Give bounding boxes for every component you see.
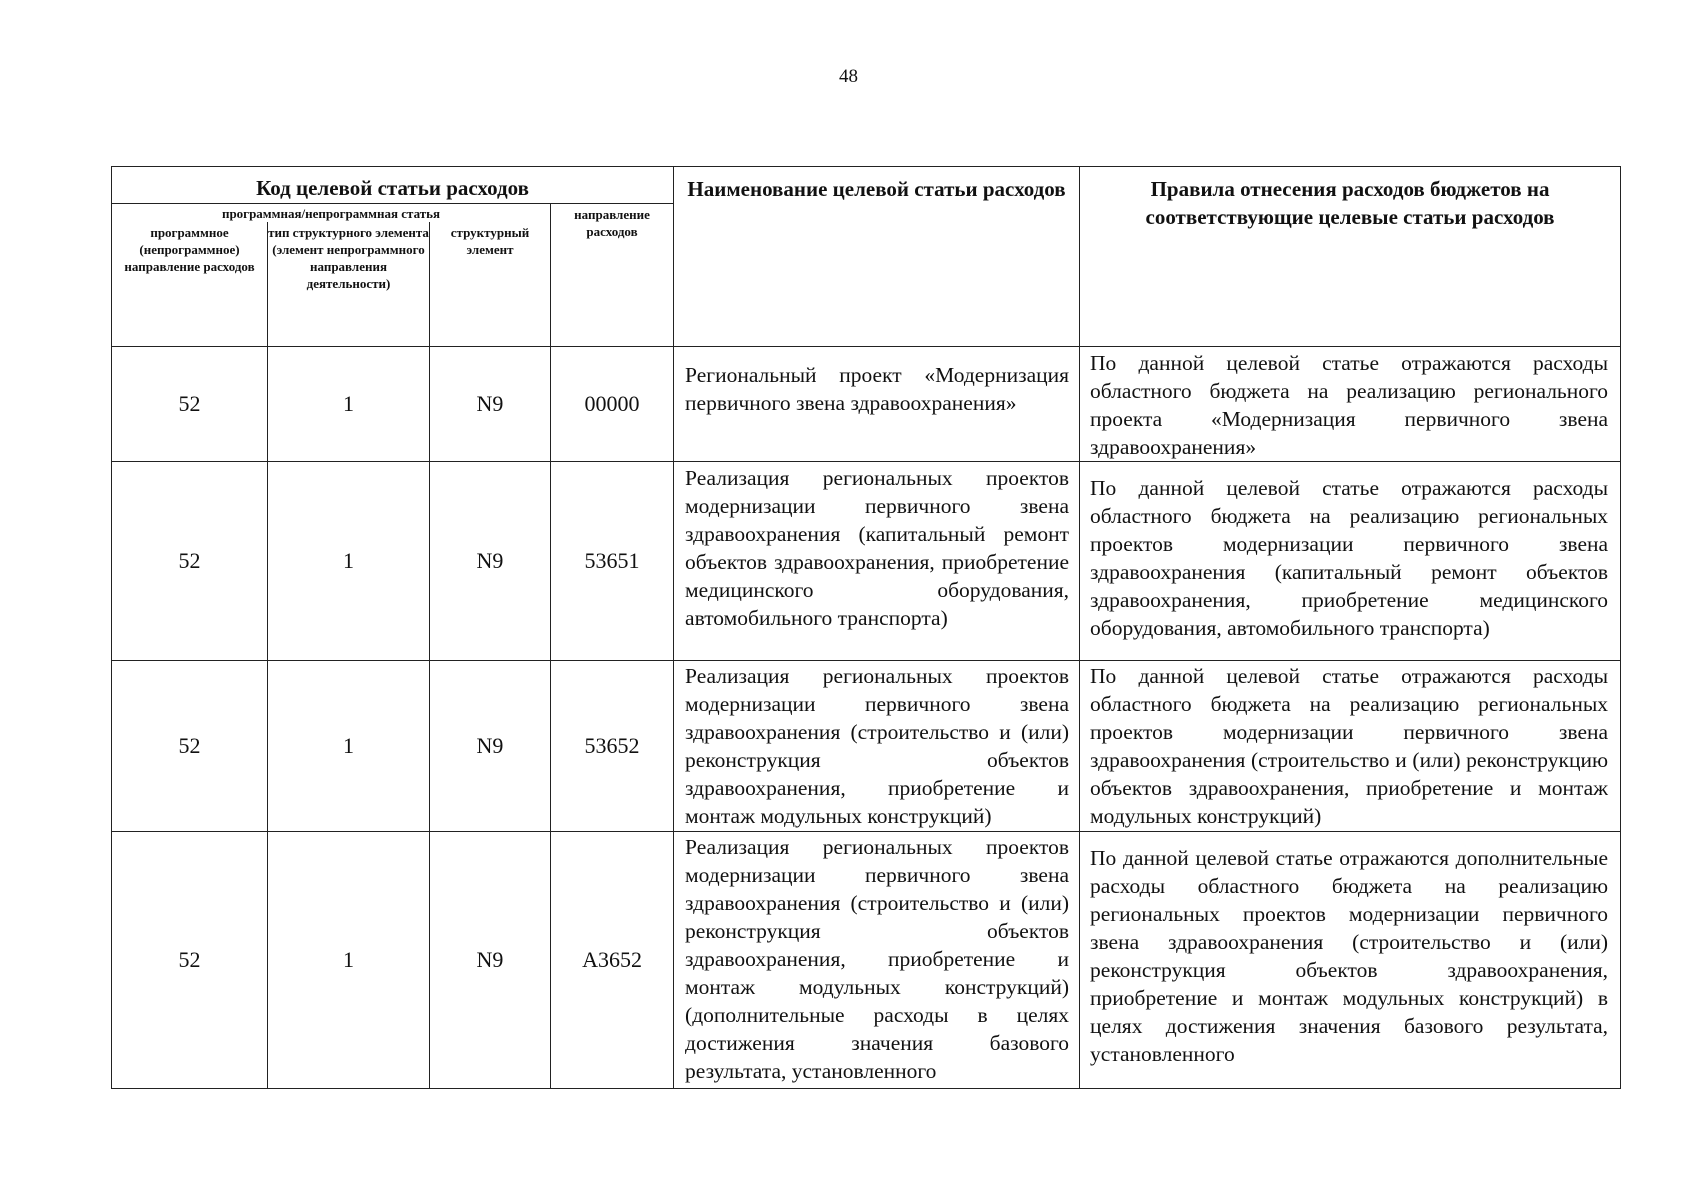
table-row bbox=[112, 346, 1621, 461]
element-code: N9 bbox=[430, 831, 551, 1088]
type-code: 1 bbox=[268, 461, 430, 660]
header-name-text: Наименование целевой статьи расходов bbox=[687, 177, 1066, 201]
header-program-article: программная/непрограммная статья bbox=[112, 204, 551, 223]
direction-code: 53651 bbox=[551, 461, 674, 660]
expense-rule: По данной целевой статье отражаются расходы областного бюджета на реализацию региональных проектов модернизации первичного звена здравоохранения (капитальный ремонт объектов здравоохранения, приобретение медицинского оборудования, автомобильного транспорта) bbox=[1080, 461, 1621, 660]
table-row bbox=[112, 461, 1621, 660]
expense-rule: По данной целевой статье отражаются расходы областного бюджета на реализацию регионального проекта «Модернизация первичного звена здравоохранения» bbox=[1080, 346, 1621, 461]
type-code: 1 bbox=[268, 346, 430, 461]
program-code: 52 bbox=[112, 346, 268, 461]
program-code: 52 bbox=[112, 461, 268, 660]
expense-name: Реализация региональных проектов модернизации первичного звена здравоохранения (строительство и (или) реконструкция объектов здравоохранения, приобретение и монтаж модульных конструкций) (дополнительные расходы в целях достижения значения базового результата, установленного bbox=[674, 831, 1080, 1088]
element-code: N9 bbox=[430, 461, 551, 660]
table-row bbox=[112, 660, 1621, 831]
expense-name: Региональный проект «Модернизация первичного звена здравоохранения» bbox=[674, 346, 1080, 461]
type-code: 1 bbox=[268, 660, 430, 831]
type-code: 1 bbox=[268, 831, 430, 1088]
page-number: 48 bbox=[839, 66, 858, 87]
direction-code: А3652 bbox=[551, 831, 674, 1088]
expense-name: Реализация региональных проектов модернизации первичного звена здравоохранения (строительство и (или) реконструкция объектов здравоохранения, приобретение и монтаж модульных конструкций) bbox=[674, 660, 1080, 831]
header-program-direction: программное (непрограммное) направление расходов bbox=[112, 222, 268, 346]
direction-code: 53652 bbox=[551, 660, 674, 831]
program-code: 52 bbox=[112, 660, 268, 831]
header-expense-direction: направление расходов bbox=[551, 204, 674, 347]
header-name-title bbox=[674, 167, 1080, 347]
direction-code: 00000 bbox=[551, 346, 674, 461]
element-code: N9 bbox=[430, 660, 551, 831]
element-code: N9 bbox=[430, 346, 551, 461]
header-structural-element: структурный элемент bbox=[430, 222, 551, 346]
header-rules-title bbox=[1080, 167, 1621, 347]
expense-name: Реализация региональных проектов модернизации первичного звена здравоохранения (капитальный ремонт объектов здравоохранения, приобретение медицинского оборудования, автомобильного транспорта) bbox=[674, 461, 1080, 660]
expense-rule: По данной целевой статье отражаются расходы областного бюджета на реализацию региональных проектов модернизации первичного звена здравоохранения (строительство и (или) реконструкцию объектов здравоохранения, приобретение и монтаж модульных конструкций) bbox=[1080, 660, 1621, 831]
program-code: 52 bbox=[112, 831, 268, 1088]
header-code-title: Код целевой статьи расходов bbox=[112, 167, 674, 204]
table-row bbox=[112, 831, 1621, 1088]
header-row-1 bbox=[112, 167, 1621, 204]
budget-classification-table bbox=[111, 166, 1621, 1089]
header-rules-text: Правила отнесения расходов бюджетов на соответствующие целевые статьи расходов bbox=[1145, 177, 1555, 229]
header-structural-type: тип структурного элемента (элемент непрограммного направления деятельности) bbox=[268, 222, 430, 346]
expense-rule: По данной целевой статье отражаются дополнительные расходы областного бюджета на реализацию региональных проектов модернизации первичного звена здравоохранения (строительство и (или) реконструкция объектов здравоохранения, приобретение и монтаж модульных конструкций) в целях достижения значения базового результата, установленного bbox=[1080, 831, 1621, 1088]
